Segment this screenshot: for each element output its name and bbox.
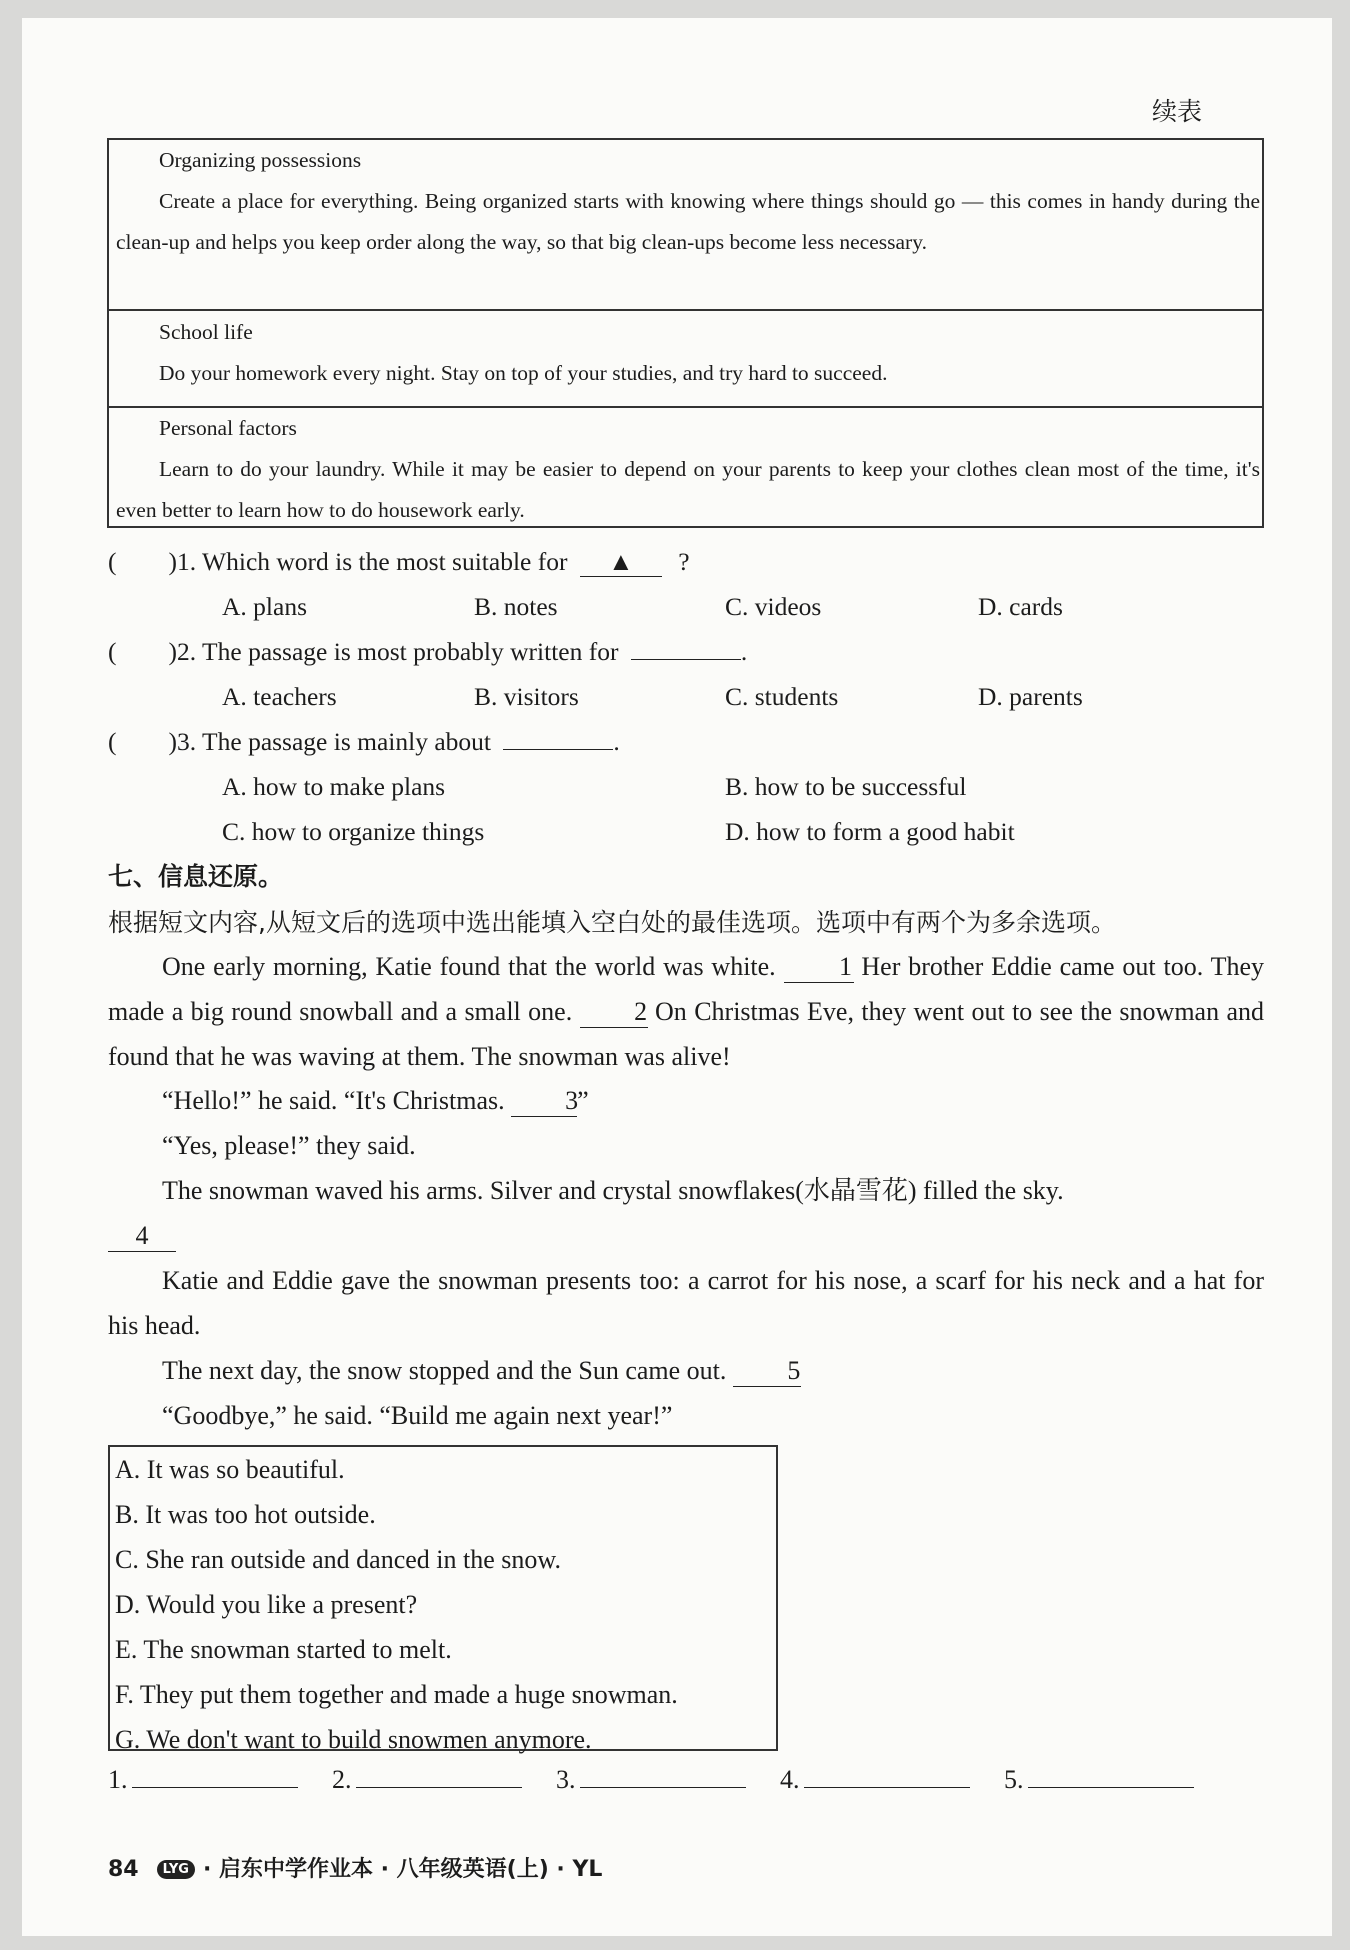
passage-paragraph: “Goodbye,” he said. “Build me again next year!” [162,1401,673,1430]
triangle-icon: ▲ [608,547,634,576]
option-d[interactable]: D. parents [978,682,1083,711]
option-d[interactable]: D. cards [978,592,1063,621]
option-b[interactable]: B. notes [474,592,558,621]
row-heading: Organizing possessions [159,148,362,172]
answer-line[interactable] [580,1765,746,1788]
answer-2 [332,1765,522,1795]
book-title: · 启东中学作业本 · 八年级英语(上) · YL [202,1857,603,1882]
passage-text: “Hello!” he said. “It's Christmas. [162,1086,505,1115]
gap-blank-5[interactable]: 5 [733,1357,801,1387]
answer-label: 1. [108,1765,128,1794]
question-number: )2. [168,637,197,666]
option-d[interactable]: D. how to form a good habit [725,817,1015,846]
section-title: 七、信息还原。 [108,862,284,891]
table-row [109,140,1262,310]
question-end: . [740,637,748,666]
option-item: C. She ran outside and danced in the snow. [115,1545,561,1574]
answer-paren: ( [108,727,117,756]
section-instruction: 根据短文内容,从短文后的选项中选出能填入空白处的最佳选项。选项中有两个为多余选项。 [108,908,1116,937]
options-box [108,1445,778,1754]
question-stem: The passage is mainly about [202,727,491,756]
option-b[interactable]: B. how to be successful [725,772,967,801]
passage-paragraph [108,1348,1264,1393]
row-heading: Personal factors [159,416,297,440]
answer-1 [108,1765,298,1795]
question-end: ? [678,547,690,576]
option-c[interactable]: C. videos [725,592,822,621]
passage-paragraph [108,1168,1264,1213]
option-item: F. They put them together and made a huge snowman. [115,1680,678,1709]
row-text: Learn to do your laundry. While it may be easier to depend on your parents to keep your clothes clean most of the time, it's even better to learn how to do housework early. [116,457,1260,522]
gap-blank-3[interactable]: 3 [511,1087,577,1117]
answer-line[interactable] [356,1765,522,1788]
passage-text: The snowman waved his arms. Silver and crystal snowflakes(水晶雪花) filled the sky. [162,1176,1064,1205]
gap-blank-4[interactable]: 4 [108,1222,176,1252]
answer-5 [1004,1765,1194,1795]
question-number: )3. [168,727,197,756]
passage-paragraph [108,944,1264,1079]
answer-blank[interactable] [503,723,613,750]
answer-paren: ( [108,547,117,576]
passage-paragraph: Katie and Eddie gave the snowman presents too: a carrot for his nose, a scarf for his neck and a hat for his head. [108,1266,1264,1340]
passage-text: The next day, the snow stopped and the Sun came out. [162,1356,727,1385]
reading-table [107,138,1264,528]
option-item: A. It was so beautiful. [115,1455,345,1484]
answer-blank[interactable] [631,633,741,660]
question-stem: The passage is most probably written for [202,637,619,666]
row-heading: School life [159,320,253,344]
gap-blank-2[interactable]: 2 [580,998,648,1028]
option-a[interactable]: A. plans [222,592,307,621]
answer-label: 3. [556,1765,576,1794]
row-text: Create a place for everything. Being organized starts with knowing where things should go — this comes in handy during the clean-up and helps you keep order along the way, so that big clean-ups become less necessary. [116,189,1260,254]
option-a[interactable]: A. how to make plans [222,772,446,801]
option-a[interactable]: A. teachers [222,682,337,711]
passage-paragraph: “Yes, please!” they said. [162,1131,416,1160]
answer-line[interactable] [804,1765,970,1788]
gap-blank-1[interactable]: 1 [784,953,854,983]
question-2 [108,630,747,674]
passage-text: ” [577,1086,589,1115]
question-end: . [613,727,620,756]
row-text: Do your homework every night. Stay on top of your studies, and try hard to succeed. [159,361,888,385]
passage-text: Her brother Eddie came out too. They made a big round snowball and a small one. [108,952,1265,1026]
option-item: G. We don't want to build snowmen anymore. [115,1725,592,1754]
answer-label: 2. [332,1765,352,1794]
row-divider [109,309,1262,311]
passage-paragraph [108,1213,176,1258]
question-1 [108,540,690,584]
option-b[interactable]: B. visitors [474,682,579,711]
option-item: B. It was too hot outside. [115,1500,376,1529]
page-footer [108,1852,602,1883]
question-number: )1. [168,547,197,576]
publisher-logo: LYG [157,1860,195,1879]
answer-label: 5. [1004,1765,1024,1794]
option-c[interactable]: C. students [725,682,839,711]
answer-paren: ( [108,637,117,666]
continued-label: 续表 [1151,97,1202,126]
answer-3 [556,1765,746,1795]
answer-line[interactable] [132,1765,298,1788]
question-stem: Which word is the most suitable for [202,547,568,576]
table-row [109,312,1262,407]
question-3 [108,720,620,764]
answer-line[interactable] [1028,1765,1194,1788]
page-number: 84 [108,1857,139,1882]
option-item: D. Would you like a present? [115,1590,418,1619]
passage-paragraph [108,1078,1264,1123]
answer-label: 4. [780,1765,800,1794]
option-c[interactable]: C. how to organize things [222,817,485,846]
table-row [109,408,1262,528]
passage-text: One early morning, Katie found that the world was white. [162,952,776,981]
answer-blank[interactable] [580,548,662,577]
answer-4 [780,1765,970,1795]
passage-text: On Christmas Eve, they went out to see the snowman and found that he was waving at them. The snowman was alive! [108,997,1265,1071]
option-item: E. The snowman started to melt. [115,1635,452,1664]
